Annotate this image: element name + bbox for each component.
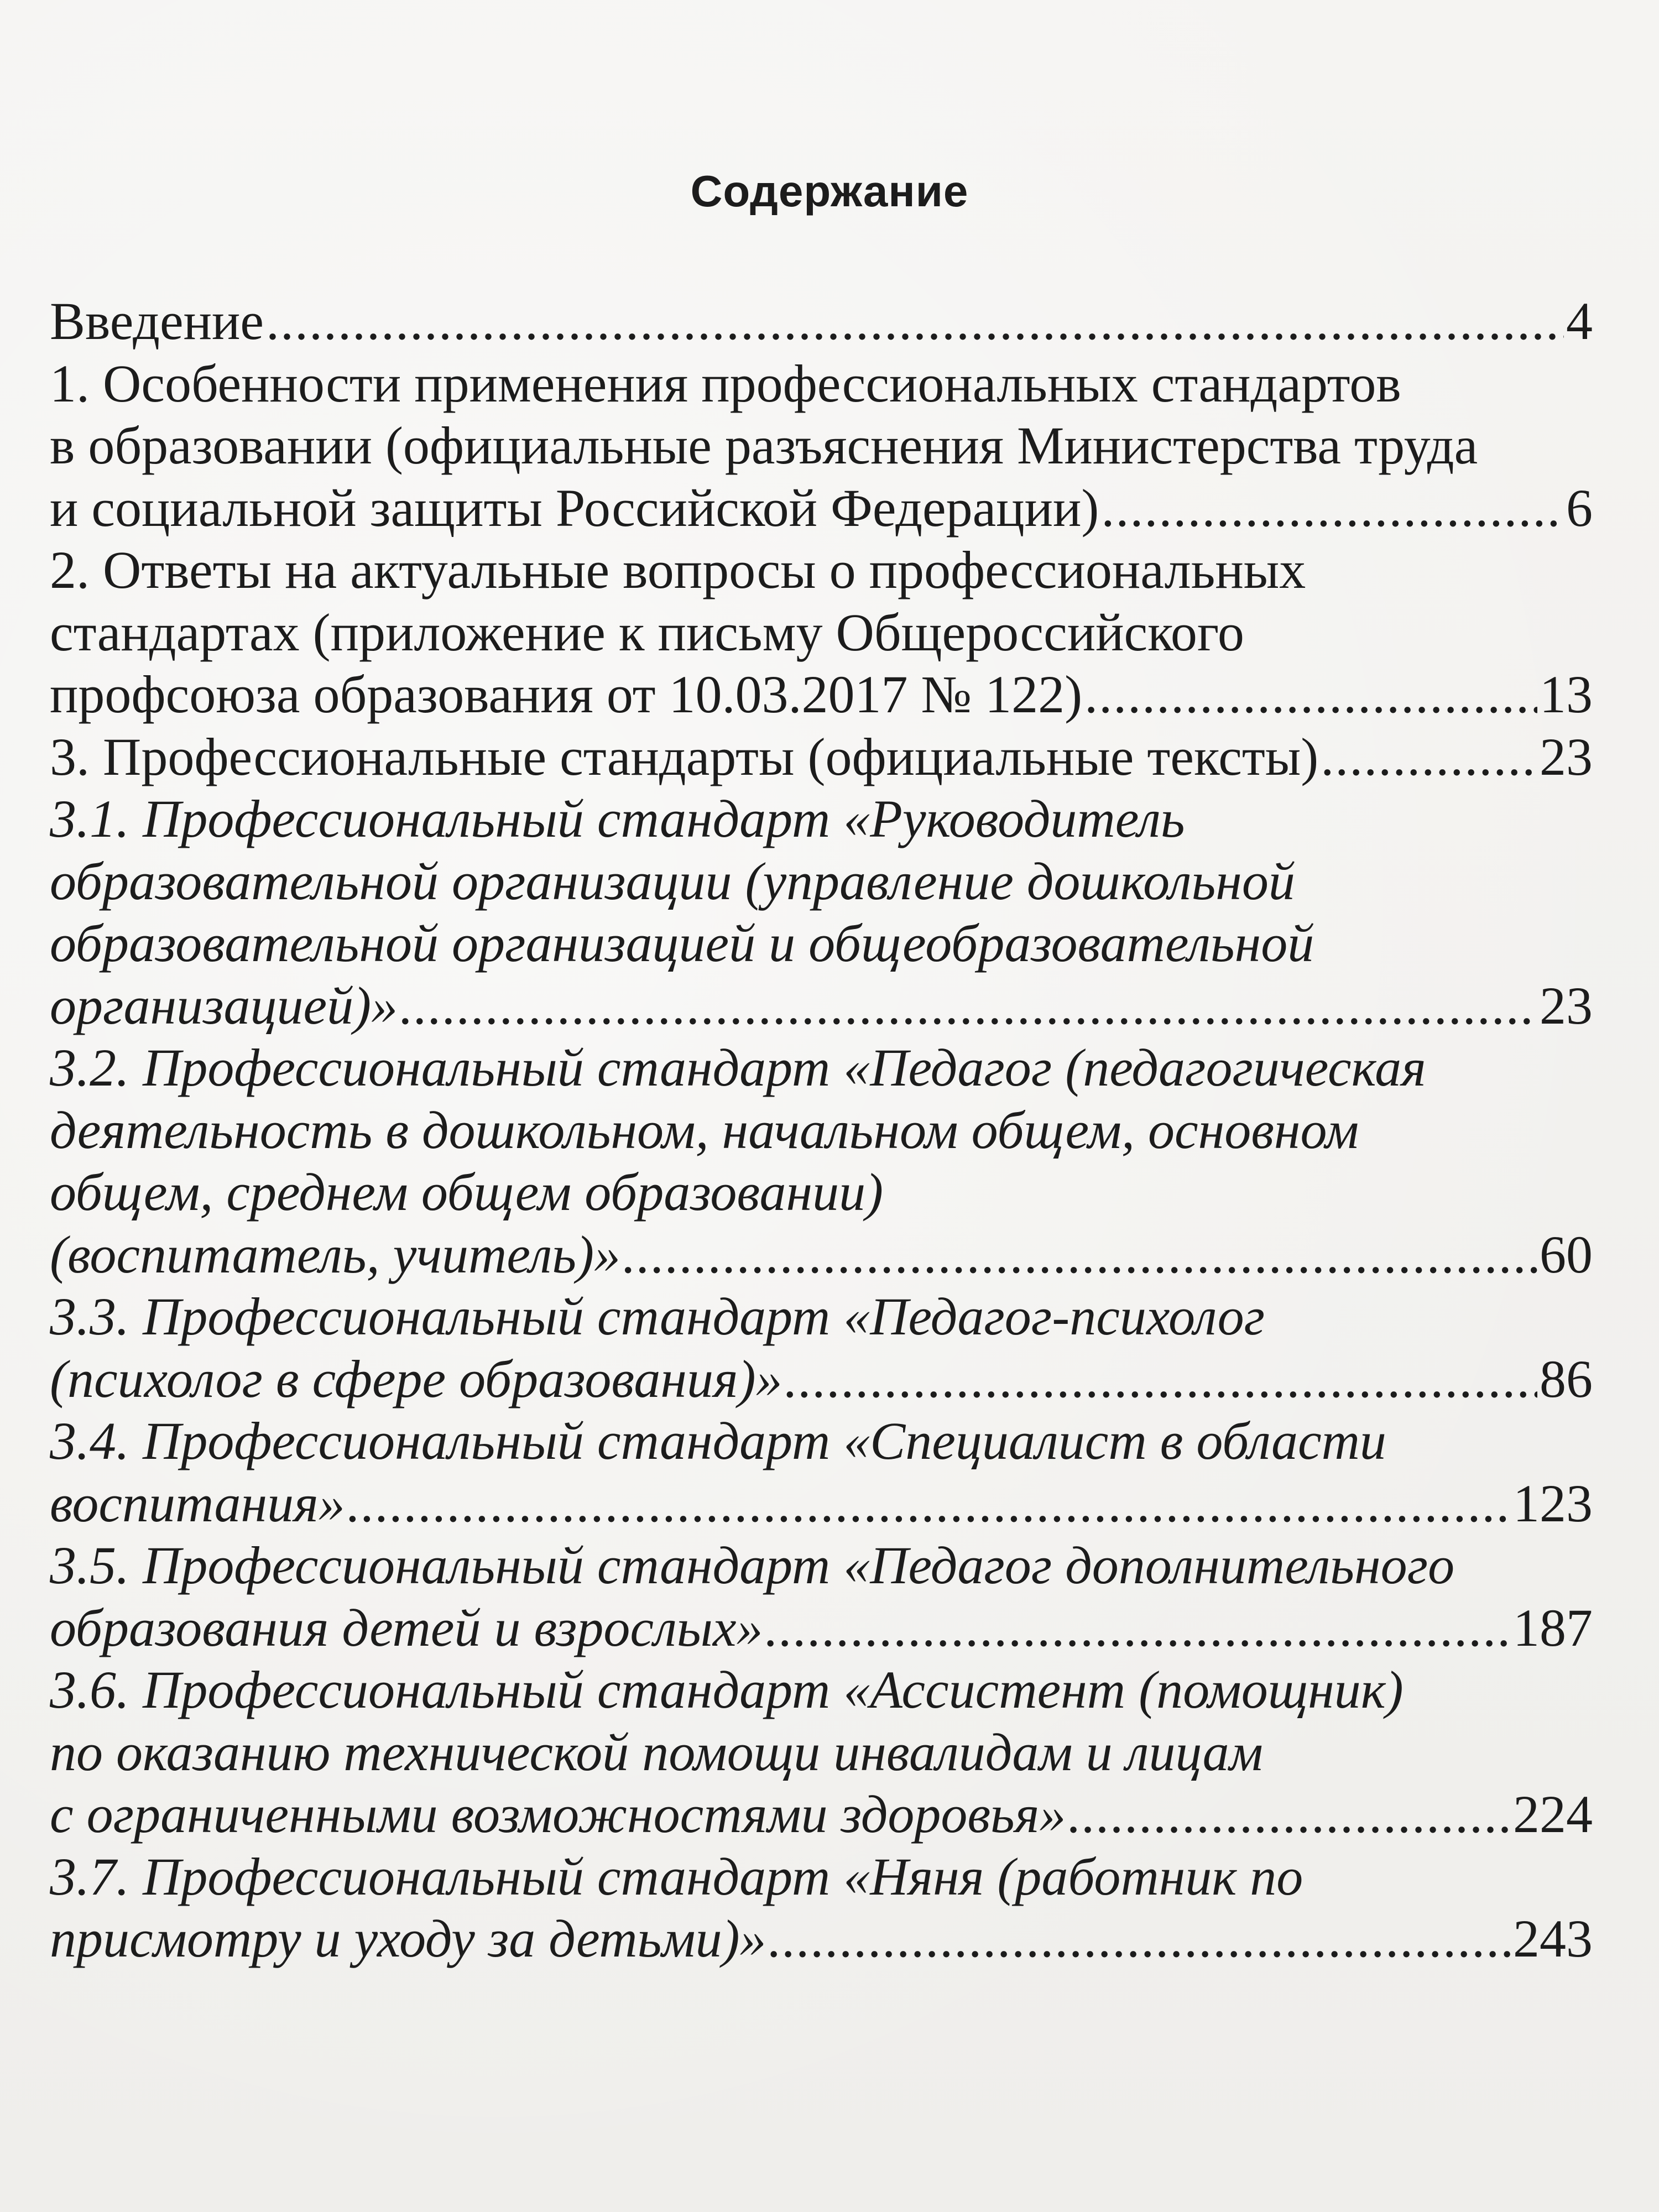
toc-line-text: воспитания» <box>50 1473 345 1533</box>
toc-line <box>50 1597 1593 1660</box>
toc-page-number: 86 <box>1540 1349 1593 1408</box>
toc-page-number: 23 <box>1540 727 1593 786</box>
toc-line <box>50 290 1593 353</box>
toc-line-text: 3.5. Профессиональный стандарт «Педагог дополнительного <box>50 1536 1455 1595</box>
toc-line-text: общем, среднем общем образовании) <box>50 1162 884 1222</box>
dot-leader <box>1321 726 1537 789</box>
toc-line-text: 3. Профессиональные стандарты (официальные тексты) <box>50 727 1319 786</box>
toc-line-text: в образовании (официальные разъяснения Министерства труда <box>50 416 1478 475</box>
toc-line-text: с ограниченными возможностями здоровья» <box>50 1785 1066 1844</box>
dot-leader <box>769 1908 1511 1970</box>
toc-page-number: 4 <box>1566 291 1593 351</box>
toc-line <box>50 1099 1593 1162</box>
toc-line-text: (психолог в сфере образования)» <box>50 1349 782 1408</box>
toc-line <box>50 1224 1593 1286</box>
toc-line <box>50 1286 1593 1348</box>
toc-page-number: 6 <box>1566 478 1593 538</box>
toc-line <box>50 1161 1593 1224</box>
toc-line <box>50 602 1593 664</box>
toc-line-text: организацией)» <box>50 975 398 1035</box>
dot-leader <box>1068 1783 1511 1846</box>
table-of-contents <box>50 290 1593 1970</box>
toc-line-text: 3.3. Профессиональный стандарт «Педагог-психолог <box>50 1287 1265 1346</box>
toc-page-number: 123 <box>1513 1473 1593 1533</box>
dot-leader <box>623 1224 1537 1286</box>
toc-line <box>50 1659 1593 1721</box>
toc-line <box>50 851 1593 913</box>
toc-line <box>50 415 1593 477</box>
toc-line <box>50 1846 1593 1908</box>
toc-line-text: 3.1. Профессиональный стандарт «Руководитель <box>50 789 1185 848</box>
toc-line <box>50 1908 1593 1970</box>
toc-line <box>50 664 1593 726</box>
toc-line-text: по оказанию технической помощи инвалидам и лицам <box>50 1722 1263 1782</box>
toc-line <box>50 1473 1593 1535</box>
toc-line <box>50 1535 1593 1597</box>
toc-page-number: 187 <box>1513 1598 1593 1657</box>
toc-line-text: 3.2. Профессиональный стандарт «Педагог (педагогическая <box>50 1038 1426 1097</box>
toc-line-text: деятельность в дошкольном, начальном общем, основном <box>50 1100 1359 1160</box>
toc-line-text: образовательной организации (управление дошкольной <box>50 851 1295 911</box>
toc-line-text: 3.6. Профессиональный стандарт «Ассистент (помощник) <box>50 1660 1404 1719</box>
toc-line-text: стандартах (приложение к письму Общероссийского <box>50 602 1244 662</box>
page-title: Содержание <box>690 166 969 216</box>
dot-leader <box>400 975 1537 1037</box>
toc-page-number: 243 <box>1513 1909 1593 1968</box>
toc-line <box>50 539 1593 602</box>
toc-page-number: 13 <box>1540 665 1593 724</box>
toc-line-text: профсоюза образования от 10.03.2017 № 122) <box>50 665 1083 724</box>
toc-line-text: 2. Ответы на актуальные вопросы о профессиональных <box>50 540 1306 599</box>
toc-page-number: 60 <box>1540 1224 1593 1284</box>
toc-line <box>50 1783 1593 1846</box>
dot-leader <box>1101 477 1564 540</box>
toc-line <box>50 1410 1593 1473</box>
toc-page-number: 224 <box>1513 1785 1593 1844</box>
toc-line-text: образовательной организацией и общеобразовательной <box>50 914 1314 973</box>
toc-line-text: присмотру и уходу за детьми)» <box>50 1909 766 1968</box>
toc-line-text: (воспитатель, учитель)» <box>50 1224 621 1284</box>
dot-leader <box>1084 664 1537 726</box>
dot-leader <box>765 1597 1511 1660</box>
toc-line <box>50 726 1593 789</box>
toc-page-number: 23 <box>1540 975 1593 1035</box>
toc-line <box>50 1348 1593 1411</box>
toc-line <box>50 1037 1593 1099</box>
toc-line-text: и социальной защиты Российской Федерации) <box>50 478 1099 538</box>
toc-line-text: 3.4. Профессиональный стандарт «Специалист в области <box>50 1411 1386 1470</box>
dot-leader <box>266 290 1564 353</box>
dot-leader <box>347 1473 1511 1535</box>
toc-line-text: образования детей и взрослых» <box>50 1598 763 1657</box>
toc-line <box>50 975 1593 1037</box>
toc-line <box>50 788 1593 851</box>
toc-line <box>50 353 1593 415</box>
toc-line-text: 1. Особенности применения профессиональных стандартов <box>50 353 1401 413</box>
toc-line-text: Введение <box>50 291 264 351</box>
toc-line <box>50 1721 1593 1784</box>
dot-leader <box>785 1348 1537 1411</box>
toc-line <box>50 477 1593 540</box>
toc-line <box>50 912 1593 975</box>
toc-line-text: 3.7. Профессиональный стандарт «Няня (работник по <box>50 1846 1303 1906</box>
